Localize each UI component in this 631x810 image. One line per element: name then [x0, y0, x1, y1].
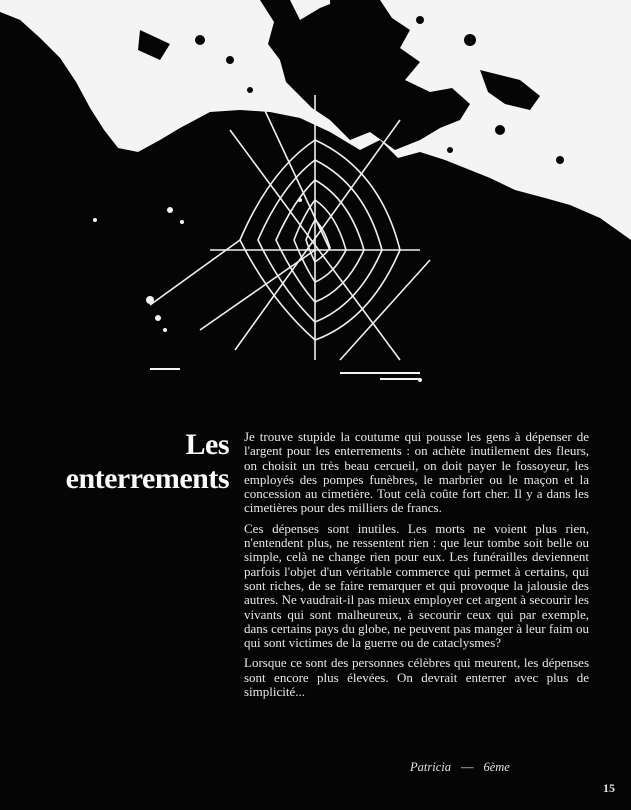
article-body	[244, 430, 589, 705]
signature-separator: —	[460, 760, 474, 774]
title-line-1: Les	[185, 428, 229, 461]
author-class: 6ème	[483, 760, 510, 774]
paragraph-2: Ces dépenses sont inutiles. Les morts ne voient plus rien, n'entendent plus, ne ressentent rien : que leur tombe soit belle ou simple, celà ne change rien pour eux. Les funérailles deviennent parfois l'objet d'un véritable commerce qui permet à certains, qui sont riches, de se faire remarquer et qui provoque la jalousie des autres. Ne vaudrait-il pas mieux employer cet argent à secourir les vivants qui sont malheureux, à secourir ceux qui par exemple, dans certains pays du globe, ne peuvent pas manger à leur faim ou qui sont victimes de la guerre ou de cataclysmes?	[244, 520, 589, 651]
paragraph-1: Je trouve stupide la coutume qui pousse les gens à dépenser de l'argent pour les enterrements : on achète inutilement des fleurs, on choisit un très beau cercueil, on doit payer le fossoyeur, les employés des pompes funèbres, le marbrier ou le maçon et la concession au cimetière. Tout celà coûte fort cher. Il y a dans les cimetières pour des milliers de francs.	[244, 429, 589, 516]
page-number: 15	[603, 781, 615, 795]
title-line-2: enterrements	[65, 462, 229, 495]
paragraph-3: Lorsque ce sont des personnes célèbres qui meurent, les dépenses sont encore plus élevées. On devrait enterrer avec plus de simplicité...	[244, 655, 589, 700]
author-name: Patricia	[410, 760, 451, 774]
author-signature	[410, 760, 590, 775]
article-title	[9, 428, 229, 496]
